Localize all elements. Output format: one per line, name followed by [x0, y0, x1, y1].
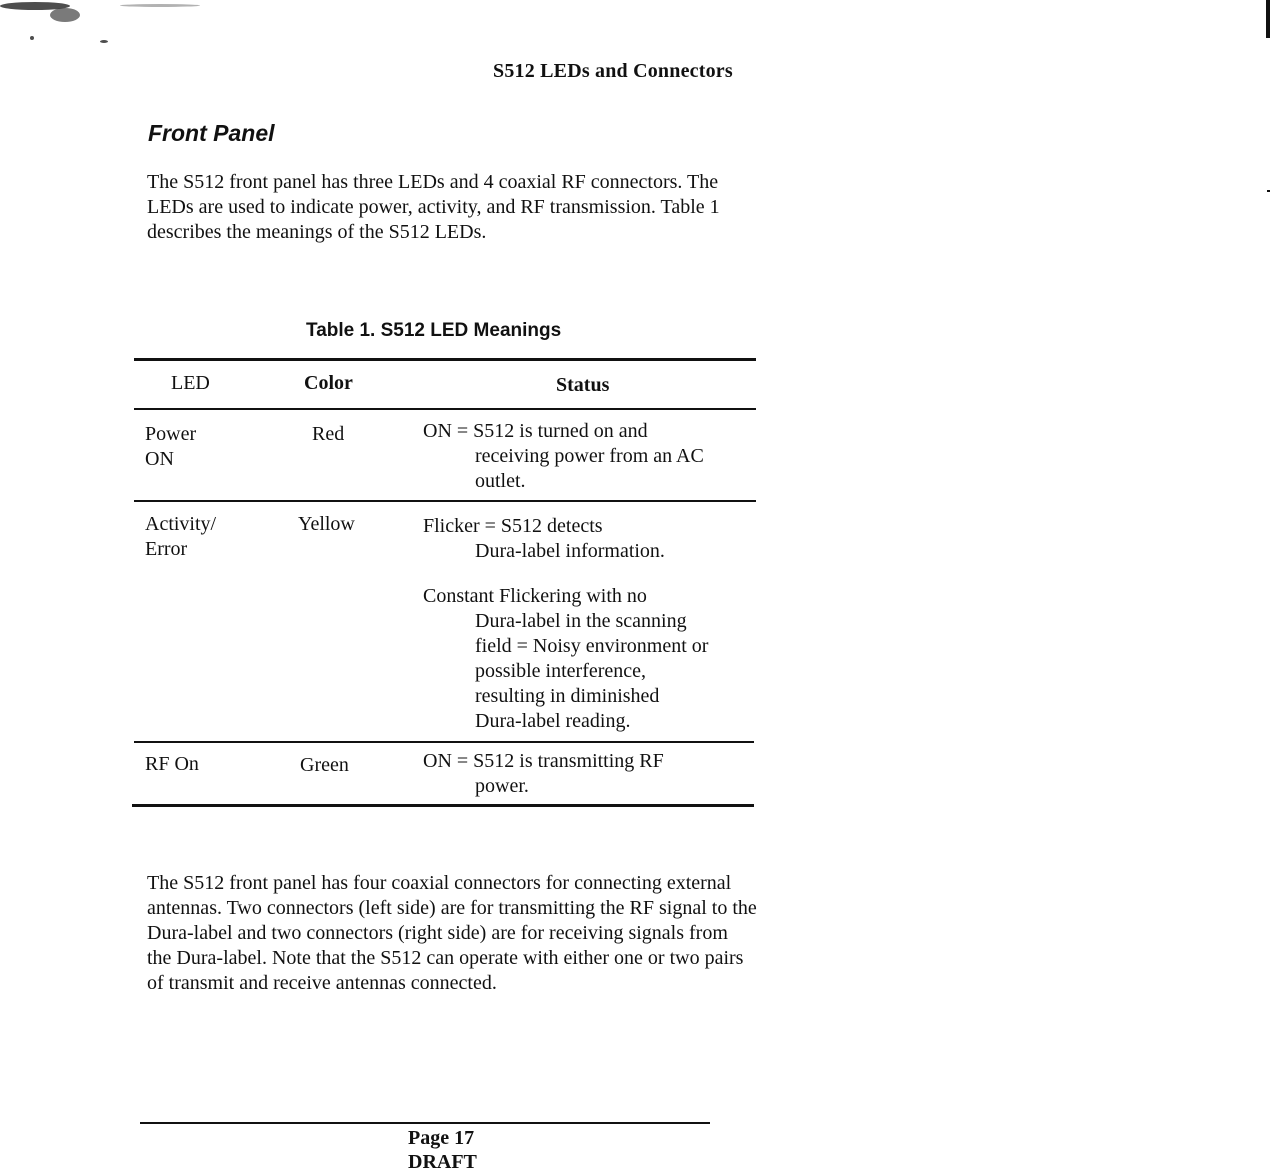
row-power-status: [423, 419, 704, 494]
led-name-line: ON: [145, 448, 174, 470]
row-power-led: [145, 422, 196, 472]
row-rf-led: [145, 752, 199, 777]
intro-paragraph: The S512 front panel has three LEDs and 4 coaxial RF connectors. The LEDs are used to indicate power, activity, and RF transmission. Table 1 describes the meanings of the S512 LEDs.: [147, 171, 720, 243]
scan-smudge: [50, 8, 80, 22]
header-color: Color: [304, 372, 353, 394]
scan-smudge: [100, 40, 108, 43]
header-bottom-rule: [134, 408, 756, 410]
scan-smudge: [120, 4, 200, 7]
connectors-paragraph: The S512 front panel has four coaxial connectors for connecting external antennas. Two connectors (left side) are for transmitting the RF signal to the Dura-label and two connectors (right side) are for receiving signals from the Dura-label. Note that the S512 can operate with either one or two pairs of transmit and receive antennas connected.: [147, 872, 757, 994]
row-divider: [134, 741, 754, 743]
led-name-line: RF On: [145, 753, 199, 775]
draft-label: DRAFT: [408, 1151, 477, 1173]
table-bottom-rule: [132, 804, 754, 807]
scan-edge-mark: [1267, 190, 1270, 192]
running-header: S512 LEDs and Connectors: [493, 60, 733, 82]
status-line: Flicker = S512 detects: [423, 515, 603, 537]
status-line: receiving power from an AC: [475, 445, 704, 467]
status-line: Constant Flickering with no: [423, 585, 647, 607]
status-line: Dura-label in the scanning: [475, 610, 687, 632]
row-rf-color: Green: [300, 754, 349, 776]
page-number: Page 17: [408, 1127, 475, 1149]
status-line: possible interference,: [475, 660, 647, 682]
status-line: ON = S512 is transmitting RF: [423, 750, 664, 772]
scan-smudge: [30, 36, 34, 40]
led-name-line: Power: [145, 423, 197, 445]
row-activity-led: [145, 512, 216, 562]
row-activity-status-flicker: [423, 514, 665, 564]
row-activity-color: Yellow: [298, 513, 355, 535]
header-led: LED: [171, 372, 210, 394]
page-footer: [408, 1126, 477, 1174]
row-rf-status: [423, 749, 664, 799]
status-line: resulting in diminished: [475, 685, 660, 707]
status-line: Dura-label reading.: [475, 710, 631, 732]
header-status: Status: [556, 374, 610, 396]
status-line: field = Noisy environment or: [475, 635, 709, 657]
status-line: outlet.: [475, 470, 526, 492]
row-divider: [134, 500, 756, 502]
footer-rule: [140, 1122, 710, 1124]
scan-edge-mark: [1266, 0, 1270, 38]
row-power-color: Red: [312, 423, 345, 445]
table-caption: Table 1. S512 LED Meanings: [306, 320, 562, 341]
status-line: power.: [475, 775, 529, 797]
led-name-line: Error: [145, 538, 188, 560]
section-title: Front Panel: [148, 120, 275, 146]
row-activity-status-constant: [423, 584, 708, 734]
table-top-rule: [134, 358, 756, 361]
status-line: ON = S512 is turned on and: [423, 420, 648, 442]
led-name-line: Activity/: [145, 513, 217, 535]
status-line: Dura-label information.: [475, 540, 665, 562]
